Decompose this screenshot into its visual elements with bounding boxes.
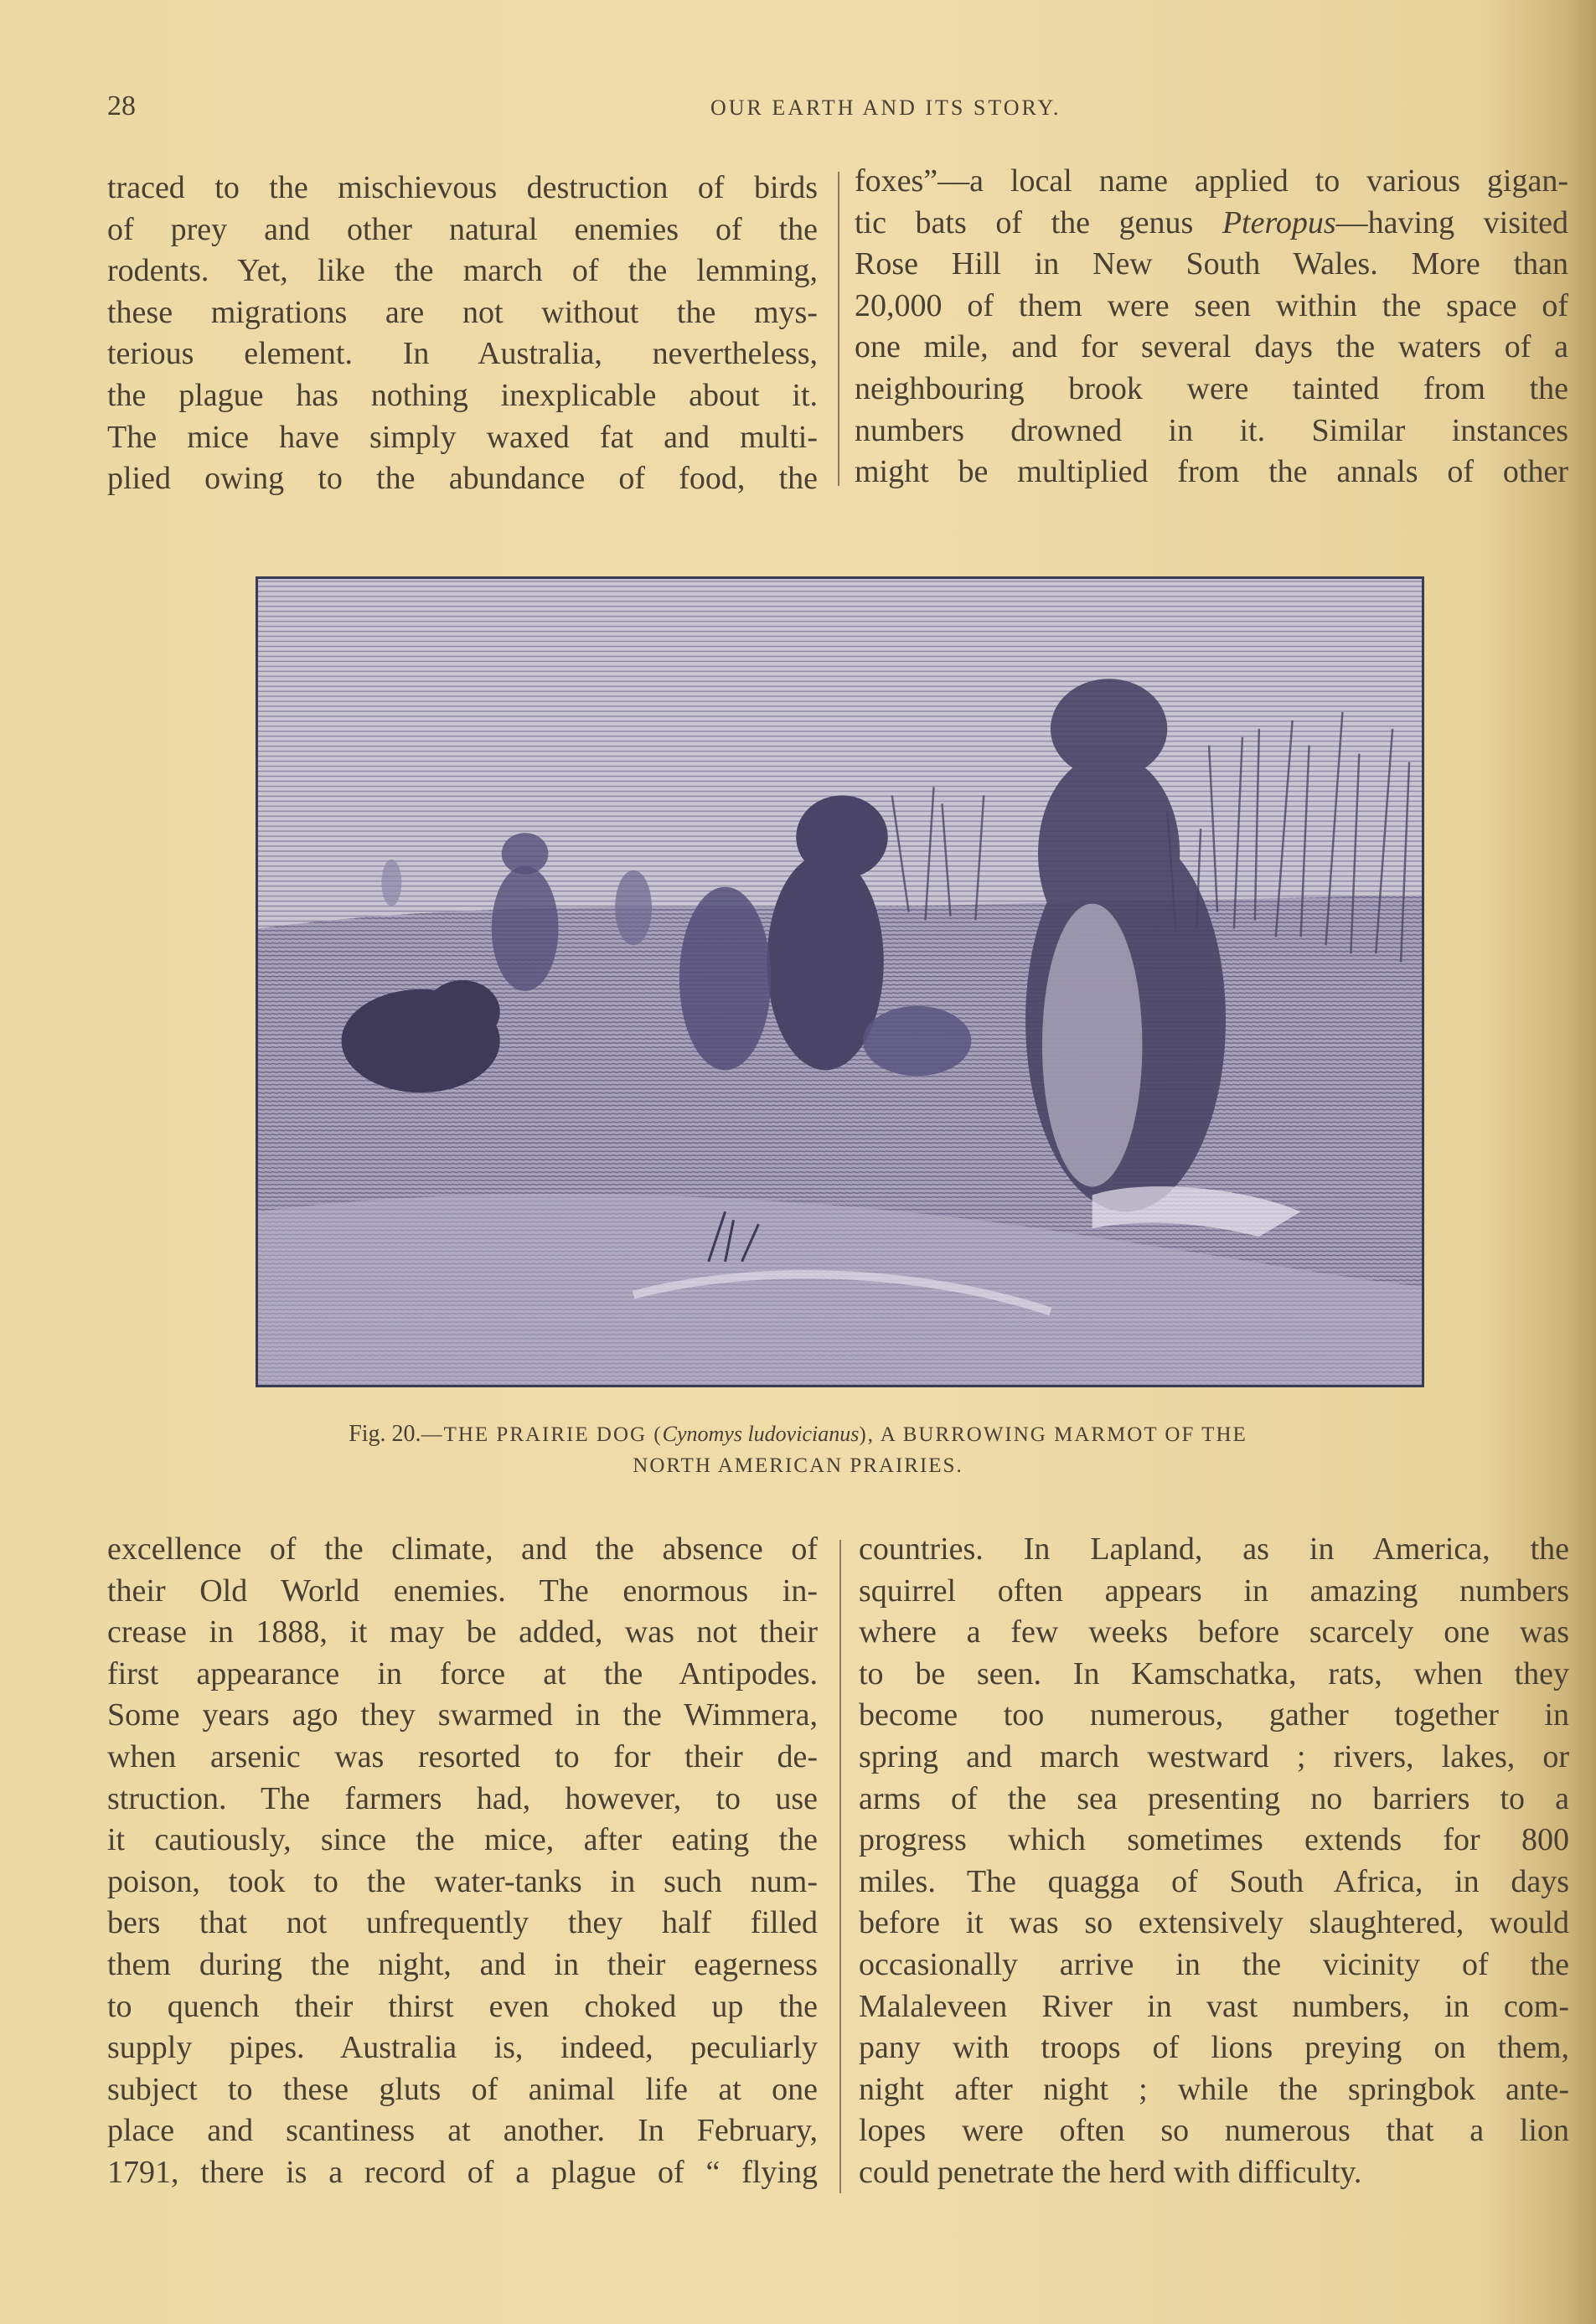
text-line: crease in 1888, it may be added, was not their — [107, 1614, 818, 1650]
column-top-right — [855, 161, 1568, 493]
engraving-illustration — [258, 579, 1422, 1385]
running-head — [107, 90, 1596, 124]
text-line: struction. The farmers had, however, to use — [107, 1780, 818, 1816]
text-line: occasionally arrive in the vicinity of the — [859, 1946, 1569, 1982]
text-line: place and scantiness at another. In February, — [107, 2113, 818, 2149]
text-line: subject to these gluts of animal life at one — [107, 2071, 818, 2107]
text-line: become too numerous, gather together in — [859, 1697, 1569, 1733]
text-line: excellence of the climate, and the absence of — [107, 1531, 818, 1567]
column-top-left — [107, 168, 818, 500]
column-bottom-left — [107, 1529, 818, 2194]
column-rule — [838, 172, 839, 486]
text-line: The mice have simply waxed fat and multi- — [107, 419, 818, 455]
text-line: Malaleveen River in vast numbers, in com- — [859, 1988, 1569, 2024]
text-line: lopes were often so numerous that a lion — [859, 2113, 1569, 2149]
figure-label: Fig. 20. — [349, 1421, 421, 1447]
species-name: Cynomys ludovicianus — [662, 1422, 860, 1446]
text-line: to be seen. In Kamschatka, rats, when they — [859, 1655, 1569, 1691]
column-rule — [839, 1540, 841, 2193]
text-line: neighbouring brook were tainted from the — [855, 370, 1568, 406]
text-line: poison, took to the water-tanks in such num- — [107, 1863, 818, 1899]
text-line: Some years ago they swarmed in the Wimmera, — [107, 1697, 818, 1733]
figure-caption-line-1 — [0, 1421, 1596, 1448]
text-line: 1791, there is a record of a plague of “ flying — [107, 2154, 818, 2190]
text-line: rodents. Yet, like the march of the lemming, — [107, 253, 818, 289]
page-number: 28 — [107, 90, 136, 121]
text-line: squirrel often appears in amazing numbers — [859, 1573, 1569, 1609]
text-line: plied owing to the abundance of food, the — [107, 461, 818, 497]
text-line: it cautiously, since the mice, after eating the — [107, 1822, 818, 1858]
text-line: first appearance in force at the Antipodes. — [107, 1655, 818, 1691]
text-line: Rose Hill in New South Wales. More than — [855, 246, 1568, 282]
text-line: to quench their thirst even choked up the — [107, 1988, 818, 2024]
text-line: 20,000 of them were seen within the space of — [855, 287, 1568, 323]
genus-name: Pteropus — [1222, 204, 1336, 240]
text-line: these migrations are not without the mys- — [107, 294, 818, 330]
text-line: foxes”—a local name applied to various gigan- — [855, 163, 1568, 199]
prairie-dog-engraving — [256, 576, 1424, 1387]
caption-text: —THE PRAIRIE DOG ( — [421, 1423, 663, 1446]
text-line: progress which sometimes extends for 800 — [859, 1822, 1569, 1858]
text-line: traced to the mischievous destruction of birds — [107, 170, 818, 205]
text-line: bers that not unfrequently they half filled — [107, 1905, 818, 1941]
running-title: OUR EARTH AND ITS STORY. — [710, 96, 1061, 120]
text-line: terious element. In Australia, nevertheless, — [107, 336, 818, 372]
text-line: when arsenic was resorted to for their de- — [107, 1738, 818, 1774]
text-line: spring and march westward ; rivers, lakes, or — [859, 1738, 1569, 1774]
text-line: arms of the sea presenting no barriers to a — [859, 1780, 1569, 1816]
text-line: could penetrate the herd with difficulty. — [859, 2154, 1362, 2190]
text-line: supply pipes. Australia is, indeed, peculiarly — [107, 2030, 818, 2066]
text-line: one mile, and for several days the waters of a — [855, 329, 1568, 365]
column-bottom-right — [859, 1529, 1569, 2194]
text-fragment: —having visited — [1335, 204, 1568, 240]
text-line: countries. In Lapland, as in America, the — [859, 1531, 1569, 1567]
text-line: numbers drowned in it. Similar instances — [855, 412, 1568, 448]
text-fragment: tic bats of the genus — [855, 204, 1222, 240]
text-line: the plague has nothing inexplicable about it. — [107, 377, 818, 413]
text-line: their Old World enemies. The enormous in- — [107, 1573, 818, 1609]
text-line: them during the night, and in their eagerness — [107, 1946, 818, 1982]
text-line: where a few weeks before scarcely one was — [859, 1614, 1569, 1650]
figure-caption-line-2: NORTH AMERICAN PRAIRIES. — [633, 1454, 963, 1477]
text-line: pany with troops of lions preying on them, — [859, 2030, 1569, 2066]
text-line: miles. The quagga of South Africa, in days — [859, 1863, 1569, 1899]
caption-text: ), A BURROWING MARMOT OF THE — [859, 1423, 1247, 1446]
text-line — [855, 203, 1568, 245]
text-line: of prey and other natural enemies of the — [107, 211, 818, 247]
text-line: night after night ; while the springbok ante- — [859, 2071, 1569, 2107]
text-line: might be multiplied from the annals of other — [855, 454, 1568, 490]
text-line: before it was so extensively slaughtered, would — [859, 1905, 1569, 1941]
